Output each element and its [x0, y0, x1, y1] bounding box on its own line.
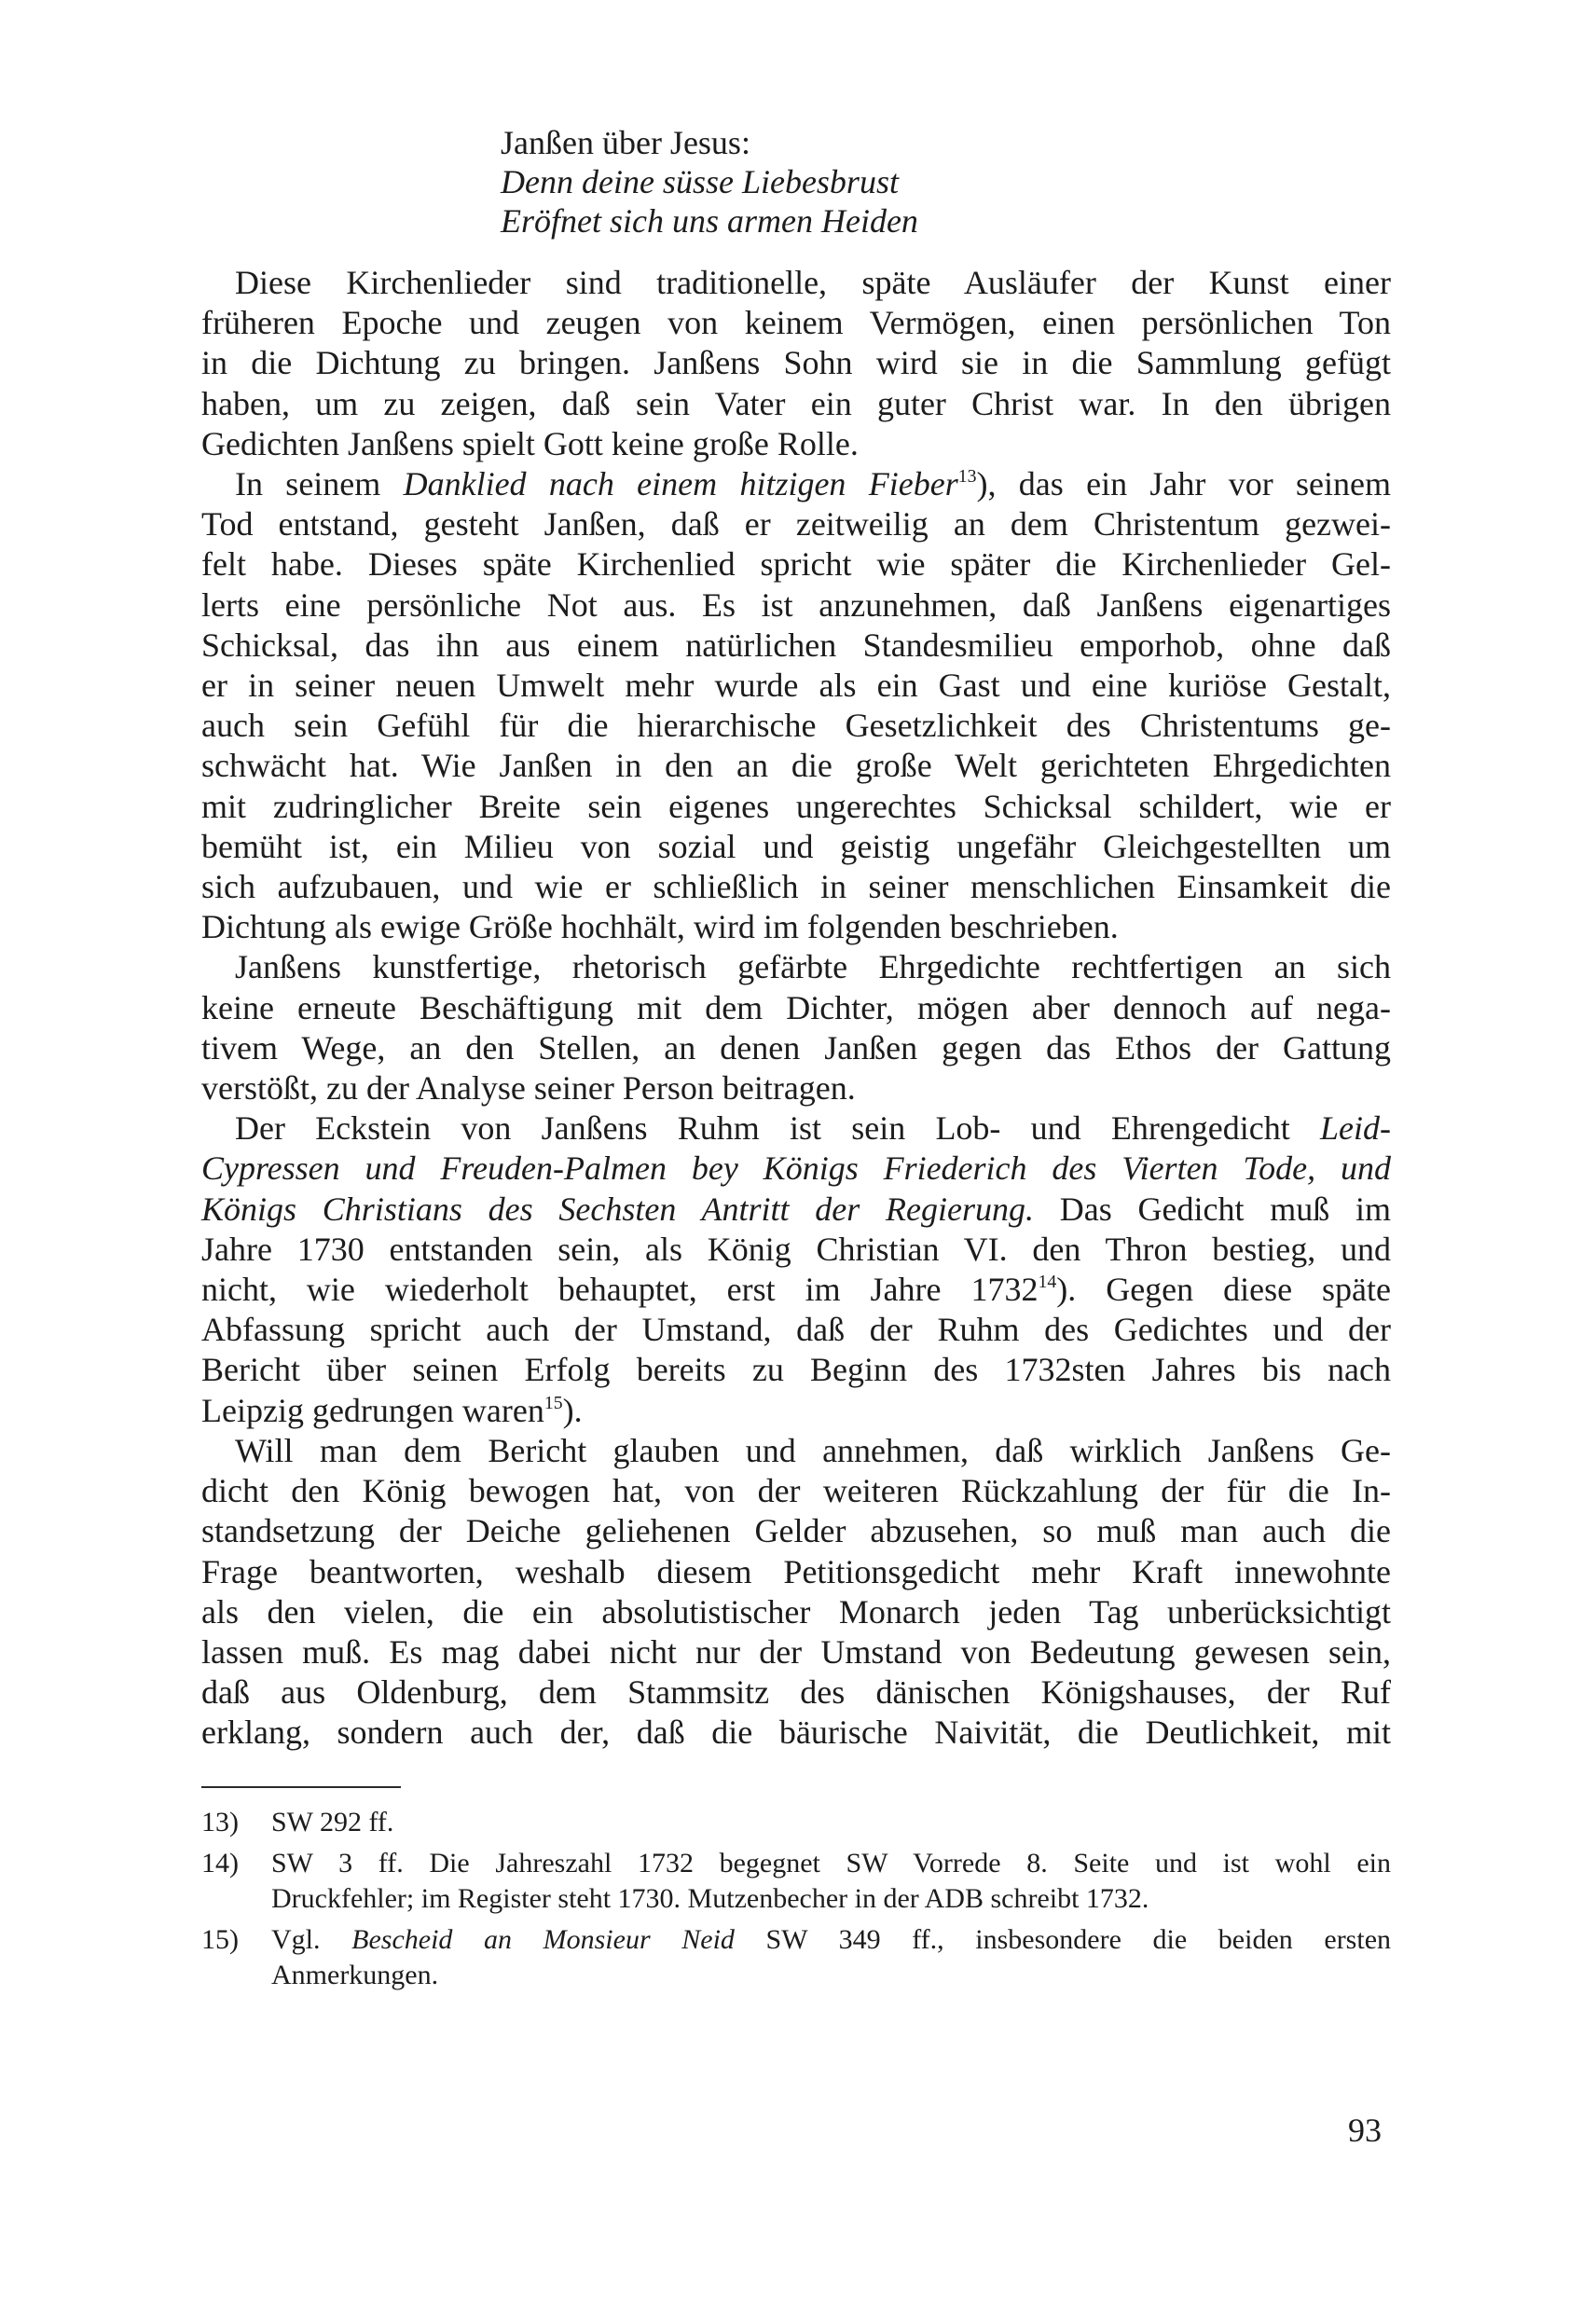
text-line: auch sein Gefühl für die hierarchische Gesetzlichkeit des Christentums ge-	[201, 707, 1391, 745]
text-line: als den vielen, die ein absolutistischer Monarch jeden Tag unberücksichtigt	[201, 1592, 1391, 1631]
text-line	[201, 1190, 1391, 1230]
epigraph-verse-2: Eröfnet sich uns armen Heiden	[501, 202, 918, 240]
text-line: Tod entstand, gesteht Janßen, daß er zeitweilig an dem Christentum gezwei-	[201, 505, 1391, 544]
page-number: 93	[1348, 2112, 1382, 2149]
footnote-ref-14: 14	[1038, 1272, 1057, 1293]
text-fragment: Das Gedicht muß im	[1033, 1190, 1391, 1228]
text-line: Will man dem Bericht glauben und annehmen, daß wirklich Janßens Ge-	[235, 1431, 1391, 1469]
text-line: tivem Wege, an den Stellen, an denen Janßen gegen das Ethos der Gattung	[201, 1028, 1391, 1067]
text-fragment: SW 349 ff., insbesondere die beiden ersten	[734, 1924, 1392, 1955]
footnote-number: 14)	[201, 1848, 239, 1878]
text-fragment: ).	[562, 1391, 583, 1429]
text-line	[201, 1270, 1391, 1310]
work-title: Königs Christians des Sechsten Antritt der Regierung.	[201, 1190, 1034, 1228]
work-title: Leid-	[1320, 1109, 1391, 1148]
text-line: lassen muß. Es mag dabei nicht nur der Umstand von Bedeutung gewesen sein,	[201, 1632, 1391, 1671]
text-line: früheren Epoche und zeugen von keinem Vermögen, einen persönlichen Ton	[201, 304, 1391, 342]
text-line	[201, 1391, 1391, 1431]
text-line: haben, um zu zeigen, daß sein Vater ein guter Christ war. In den übrigen	[201, 384, 1391, 422]
work-title: Danklied nach einem hitzigen Fieber	[403, 465, 958, 503]
footnote-text: SW 292 ff.	[271, 1807, 394, 1837]
epigraph-heading: Janßen über Jesus:	[501, 124, 750, 161]
footnote-13	[201, 1805, 1391, 1840]
paragraph-4	[201, 1108, 1391, 1431]
text-line: lerts eine persönliche Not aus. Es ist anzunehmen, daß Janßens eigenartiges	[201, 585, 1391, 624]
footnote-text	[271, 1922, 1391, 1958]
text-line: keine erneute Beschäftigung mit dem Dichter, mögen aber dennoch auf nega-	[201, 988, 1391, 1026]
footnote-text: SW 3 ff. Die Jahreszahl 1732 begegnet SW Vorrede 8. Seite und ist wohl ein	[271, 1848, 1391, 1878]
text-line: schwächt hat. Wie Janßen in den an die große Welt gerichteten Ehrgedichten	[201, 747, 1391, 785]
text-line: Janßens kunstfertige, rhetorisch gefärbte Ehrgedichte rechtfertigen an sich	[235, 948, 1391, 986]
text-line: felt habe. Dieses späte Kirchenlied spricht wie später die Kirchenlieder Gel-	[201, 545, 1391, 584]
text-line: Frage beantworten, weshalb diesem Petitionsgedicht mehr Kraft innewohnte	[201, 1552, 1391, 1590]
text-line	[201, 1108, 1391, 1149]
text-line: Diese Kirchenlieder sind traditionelle, späte Ausläufer der Kunst einer	[235, 264, 1391, 301]
text-fragment: nicht, wie wiederholt behauptet, erst im Jahre 1732	[201, 1271, 1039, 1309]
paragraph-1	[201, 263, 1391, 464]
footnotes	[201, 1805, 1391, 1999]
text-line: Gedichten Janßens spielt Gott keine große Rolle.	[201, 424, 859, 462]
paragraph-5	[201, 1431, 1391, 1754]
text-fragment: Vgl.	[271, 1924, 352, 1955]
footnote-15	[201, 1922, 1391, 1993]
footnote-14	[201, 1846, 1391, 1917]
footnote-text: Anmerkungen.	[271, 1960, 439, 1990]
text-line: bemüht ist, ein Milieu von sozial und geistig ungefähr Gleichgestellten um	[201, 827, 1391, 865]
text-fragment: Der Eckstein von Janßens Ruhm ist sein Lob- und Ehrengedicht	[235, 1109, 1320, 1148]
paragraph-3	[201, 947, 1391, 1108]
text-fragment: Leipzig gedrungen waren	[201, 1391, 544, 1429]
text-fragment: ), das ein Jahr vor seinem	[976, 465, 1391, 503]
text-line: Abfassung spricht auch der Umstand, daß der Ruhm des Gedichtes und der	[201, 1311, 1391, 1349]
epigraph	[501, 123, 918, 241]
text-line	[201, 464, 1391, 504]
epigraph-verse-1: Denn deine süsse Liebesbrust	[501, 163, 899, 200]
text-line: sich aufzubauen, und wie er schließlich in seiner menschlichen Einsamkeit die	[201, 868, 1391, 906]
text-line: verstößt, zu der Analyse seiner Person beitragen.	[201, 1069, 856, 1108]
text-line: Bericht über seinen Erfolg bereits zu Beginn des 1732sten Jahres bis nach	[201, 1351, 1391, 1389]
text-line: in die Dichtung zu bringen. Janßens Sohn wird sie in die Sammlung gefügt	[201, 344, 1391, 382]
text-fragment: In seinem	[235, 465, 404, 503]
work-title: Bescheid an Monsieur Neid	[351, 1924, 735, 1955]
paragraph-2	[201, 464, 1391, 947]
text-line: Schicksal, das ihn aus einem natürlichen Standesmilieu emporhob, ohne daß	[201, 626, 1391, 664]
text-line: Jahre 1730 entstanden sein, als König Christian VI. den Thron bestieg, und	[201, 1230, 1391, 1268]
text-line: dicht den König bewogen hat, von der weiteren Rückzahlung der für die In-	[201, 1472, 1391, 1510]
text-line: daß aus Oldenburg, dem Stammsitz des dänischen Königshauses, der Ruf	[201, 1673, 1391, 1712]
text-line: er in seiner neuen Umwelt mehr wurde als ein Gast und eine kuriöse Gestalt,	[201, 667, 1391, 705]
text-line: Dichtung als ewige Größe hochhält, wird im folgenden beschrieben.	[201, 908, 1119, 946]
footnote-ref-15: 15	[543, 1392, 563, 1413]
main-text	[201, 263, 1391, 1754]
text-line: erklang, sondern auch der, daß die bäurische Naivität, die Deutlichkeit, mit	[201, 1713, 1391, 1752]
footnote-number: 13)	[201, 1807, 239, 1837]
text-line: mit zudringlicher Breite sein eigenes ungerechtes Schicksal schildert, wie er	[201, 787, 1391, 825]
footnote-number: 15)	[201, 1924, 239, 1955]
footnote-ref-13: 13	[957, 466, 977, 488]
footnote-text: Druckfehler; im Register steht 1730. Mutzenbecher in der ADB schreibt 1732.	[271, 1883, 1149, 1914]
work-title: Cypressen und Freuden-Palmen bey Königs Friederich des Vierten Tode, und	[201, 1149, 1391, 1188]
footnote-divider	[201, 1786, 401, 1788]
text-line: standsetzung der Deiche geliehenen Gelder abzusehen, so muß man auch die	[201, 1512, 1391, 1550]
text-fragment: ). Gegen diese späte	[1056, 1271, 1391, 1309]
